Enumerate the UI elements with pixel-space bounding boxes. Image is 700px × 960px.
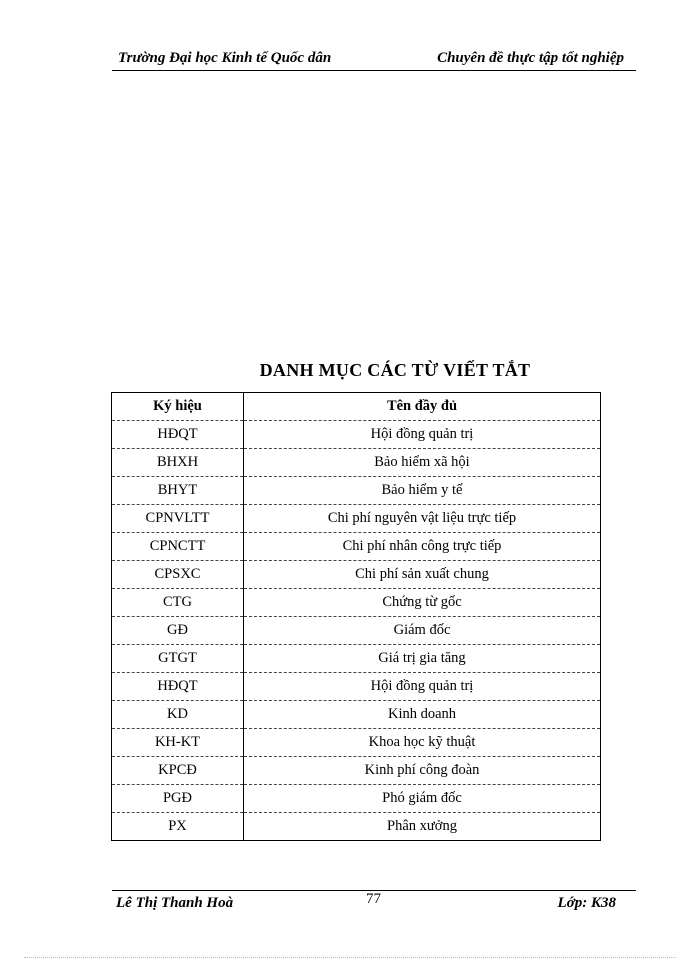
fullname-cell: Khoa học kỹ thuật	[244, 729, 601, 757]
fullname-cell: Kinh doanh	[244, 701, 601, 729]
header-document-type: Chuyên đề thực tập tốt nghiệp	[437, 50, 624, 66]
fullname-cell: Hội đồng quản trị	[244, 421, 601, 449]
fullname-cell: Chi phí nhân công trực tiếp	[244, 533, 601, 561]
abbr-cell: BHYT	[112, 477, 244, 505]
table-row	[112, 477, 601, 505]
table-row	[112, 813, 601, 841]
footer-author: Lê Thị Thanh Hoà	[116, 895, 234, 911]
column-header-symbol: Ký hiệu	[112, 393, 244, 421]
fullname-cell: Bảo hiểm xã hội	[244, 449, 601, 477]
abbr-cell: KH-KT	[112, 729, 244, 757]
column-header-fullname: Tên đầy đủ	[244, 393, 601, 421]
fullname-cell: Chứng từ gốc	[244, 589, 601, 617]
fullname-cell: Hội đồng quản trị	[244, 673, 601, 701]
abbr-cell: KD	[112, 701, 244, 729]
table-row	[112, 505, 601, 533]
table-row	[112, 645, 601, 673]
page-bottom-divider	[24, 957, 676, 958]
abbr-cell: PX	[112, 813, 244, 841]
page-footer	[112, 890, 636, 913]
fullname-cell: Giá trị gia tăng	[244, 645, 601, 673]
abbr-cell: CPNVLTT	[112, 505, 244, 533]
fullname-cell: Chi phí nguyên vật liệu trực tiếp	[244, 505, 601, 533]
abbr-cell: GTGT	[112, 645, 244, 673]
abbr-cell: KPCĐ	[112, 757, 244, 785]
table-row	[112, 449, 601, 477]
table-header-row	[112, 393, 601, 421]
table-row	[112, 757, 601, 785]
table-row	[112, 673, 601, 701]
abbr-cell: PGĐ	[112, 785, 244, 813]
fullname-cell: Bảo hiểm y tế	[244, 477, 601, 505]
table-row	[112, 589, 601, 617]
abbr-cell: CTG	[112, 589, 244, 617]
abbr-cell: CPSXC	[112, 561, 244, 589]
fullname-cell: Kinh phí công đoàn	[244, 757, 601, 785]
abbr-cell: HĐQT	[112, 673, 244, 701]
abbr-cell: GĐ	[112, 617, 244, 645]
fullname-cell: Phó giám đốc	[244, 785, 601, 813]
footer-class: Lớp: K38	[557, 895, 616, 911]
page-number: 77	[366, 891, 381, 907]
page-header	[112, 50, 636, 71]
abbr-cell: HĐQT	[112, 421, 244, 449]
table-row	[112, 617, 601, 645]
abbreviation-table	[111, 392, 601, 841]
table-row	[112, 533, 601, 561]
page-title: DANH MỤC CÁC TỪ VIẾT TẮT	[259, 360, 531, 380]
table-row	[112, 785, 601, 813]
header-university: Trường Đại học Kinh tế Quốc dân	[118, 50, 332, 66]
table-row	[112, 701, 601, 729]
abbr-cell: CPNCTT	[112, 533, 244, 561]
abbr-cell: BHXH	[112, 449, 244, 477]
fullname-cell: Phân xưởng	[244, 813, 601, 841]
table-row	[112, 421, 601, 449]
fullname-cell: Giám đốc	[244, 617, 601, 645]
table-row	[112, 729, 601, 757]
table-row	[112, 561, 601, 589]
fullname-cell: Chi phí sản xuất chung	[244, 561, 601, 589]
